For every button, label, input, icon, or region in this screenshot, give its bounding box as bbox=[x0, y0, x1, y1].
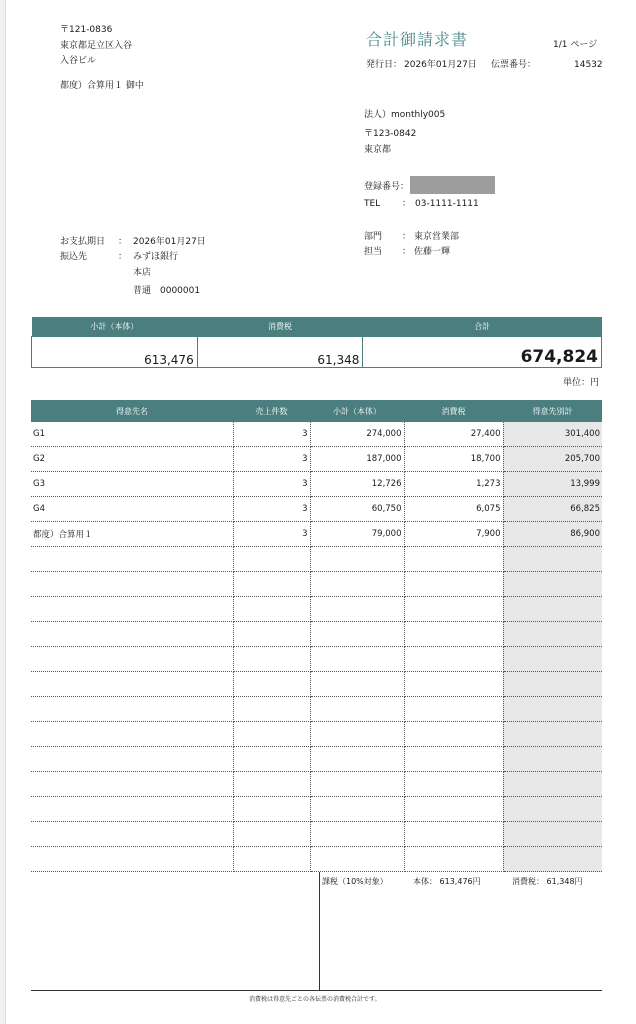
cell-count: 3 bbox=[233, 447, 310, 472]
account-type: 普通 bbox=[133, 286, 152, 296]
cell-count: 3 bbox=[233, 422, 310, 447]
cell-total: 205,700 bbox=[503, 447, 602, 472]
cell-name bbox=[31, 697, 233, 722]
cell-tax bbox=[404, 797, 503, 822]
cell-total bbox=[503, 722, 602, 747]
cell-name bbox=[31, 722, 233, 747]
cell-name bbox=[31, 847, 233, 872]
cell-name bbox=[31, 647, 233, 672]
issuer-address: 東京都 bbox=[364, 145, 392, 155]
tel-number: 03-1111-1111 bbox=[415, 199, 479, 209]
account-number: 0000001 bbox=[160, 286, 201, 296]
cell-name: G3 bbox=[31, 472, 233, 497]
divider-vertical bbox=[319, 872, 320, 990]
cell-name: 都度）合算用１ bbox=[31, 522, 233, 547]
cell-count bbox=[233, 747, 310, 772]
cell-subtotal: 274,000 bbox=[310, 422, 404, 447]
cell-total bbox=[503, 747, 602, 772]
cell-tax bbox=[404, 772, 503, 797]
cell-total bbox=[503, 622, 602, 647]
table-row bbox=[31, 597, 602, 622]
staff-value: 佐藤一輝 bbox=[414, 247, 451, 257]
cell-total: 13,999 bbox=[503, 472, 602, 497]
cell-name bbox=[31, 572, 233, 597]
cell-count: 3 bbox=[233, 497, 310, 522]
table-row bbox=[31, 547, 602, 572]
cell-name bbox=[31, 797, 233, 822]
table-row bbox=[31, 722, 602, 747]
cell-subtotal bbox=[310, 772, 404, 797]
cell-count bbox=[233, 647, 310, 672]
tax-amount: 消費税： 61,348円 bbox=[512, 877, 583, 886]
cell-count bbox=[233, 772, 310, 797]
tax-category: 課税（10%対象） bbox=[322, 877, 388, 886]
due-date: 2026年01月27日 bbox=[133, 237, 206, 247]
cell-subtotal bbox=[310, 547, 404, 572]
cell-count bbox=[233, 722, 310, 747]
issue-label: 発行日： bbox=[366, 60, 403, 70]
cell-subtotal bbox=[310, 647, 404, 672]
cell-count: 3 bbox=[233, 522, 310, 547]
cell-count bbox=[233, 622, 310, 647]
bank-branch: 本店 bbox=[133, 268, 152, 278]
page-number: 1/1 ページ bbox=[553, 40, 598, 50]
summary-header-subtotal: 小計（本体） bbox=[32, 317, 198, 337]
cell-tax: 1,273 bbox=[404, 472, 503, 497]
cell-total bbox=[503, 547, 602, 572]
table-row bbox=[31, 697, 602, 722]
slip-number: 14532 bbox=[574, 60, 603, 70]
cell-subtotal bbox=[310, 822, 404, 847]
page-edge bbox=[0, 0, 6, 1024]
table-row bbox=[31, 472, 602, 497]
cell-count bbox=[233, 547, 310, 572]
cell-total bbox=[503, 597, 602, 622]
cell-subtotal bbox=[310, 697, 404, 722]
cell-subtotal bbox=[310, 797, 404, 822]
table-row bbox=[31, 572, 602, 597]
summary-header-total: 合計 bbox=[363, 317, 602, 337]
cell-tax bbox=[404, 672, 503, 697]
cell-tax bbox=[404, 547, 503, 572]
tel-label: TEL bbox=[364, 199, 381, 209]
bank-label: 振込先 bbox=[60, 252, 88, 262]
registration-redacted bbox=[410, 176, 495, 194]
summary-total: 674,824 bbox=[363, 337, 602, 368]
cell-name: G1 bbox=[31, 422, 233, 447]
issuer-company: 法人）monthly005 bbox=[364, 110, 446, 120]
bank-name: みずほ銀行 bbox=[133, 252, 179, 262]
col-subtotal: 小計（本体） bbox=[310, 400, 404, 422]
cell-tax bbox=[404, 622, 503, 647]
col-customer-total: 得意先別計 bbox=[503, 400, 602, 422]
cell-name: G2 bbox=[31, 447, 233, 472]
footer-note: 消費税は得意先ごとの各伝票の消費税合計です。 bbox=[249, 996, 381, 1003]
tel-sep: ： bbox=[402, 199, 412, 209]
table-row bbox=[31, 497, 602, 522]
cell-total: 301,400 bbox=[503, 422, 602, 447]
cell-name bbox=[31, 822, 233, 847]
cell-subtotal bbox=[310, 847, 404, 872]
cell-count bbox=[233, 847, 310, 872]
document-title: 合計御請求書 bbox=[366, 30, 469, 49]
cell-tax bbox=[404, 597, 503, 622]
recipient-postal: 〒121-0836 bbox=[60, 25, 113, 35]
cell-count: 3 bbox=[233, 472, 310, 497]
cell-count bbox=[233, 797, 310, 822]
cell-subtotal bbox=[310, 747, 404, 772]
due-label: お支払期日 bbox=[60, 237, 106, 247]
cell-total bbox=[503, 797, 602, 822]
cell-subtotal bbox=[310, 722, 404, 747]
registration-label: 登録番号： bbox=[364, 182, 410, 192]
col-customer: 得意先名 bbox=[31, 400, 233, 422]
cell-total bbox=[503, 772, 602, 797]
table-row bbox=[31, 522, 602, 547]
table-row bbox=[31, 647, 602, 672]
issue-date: 2026年01月27日 bbox=[404, 60, 477, 70]
cell-tax: 18,700 bbox=[404, 447, 503, 472]
col-tax: 消費税 bbox=[404, 400, 503, 422]
issuer-postal: 〒123-0842 bbox=[364, 129, 417, 139]
table-row bbox=[31, 672, 602, 697]
summary-header-tax: 消費税 bbox=[197, 317, 363, 337]
cell-subtotal bbox=[310, 597, 404, 622]
cell-count bbox=[233, 672, 310, 697]
cell-count bbox=[233, 697, 310, 722]
table-row bbox=[31, 822, 602, 847]
cell-subtotal bbox=[310, 622, 404, 647]
summary-subtotal: 613,476 bbox=[32, 337, 198, 368]
cell-subtotal bbox=[310, 672, 404, 697]
cell-subtotal: 187,000 bbox=[310, 447, 404, 472]
cell-tax bbox=[404, 647, 503, 672]
cell-tax bbox=[404, 572, 503, 597]
cell-name: G4 bbox=[31, 497, 233, 522]
cell-subtotal: 12,726 bbox=[310, 472, 404, 497]
table-row bbox=[31, 772, 602, 797]
cell-total bbox=[503, 847, 602, 872]
tax-base: 本体： 613,476円 bbox=[413, 877, 481, 886]
due-sep: ： bbox=[118, 237, 128, 247]
cell-total: 86,900 bbox=[503, 522, 602, 547]
recipient-name: 都度）合算用１ 御中 bbox=[60, 81, 144, 91]
cell-count bbox=[233, 597, 310, 622]
table-row bbox=[31, 847, 602, 872]
cell-name bbox=[31, 547, 233, 572]
table-row bbox=[31, 747, 602, 772]
recipient-building: 入谷ビル bbox=[60, 56, 97, 66]
cell-count bbox=[233, 572, 310, 597]
bank-sep: ： bbox=[118, 252, 128, 262]
cell-name bbox=[31, 747, 233, 772]
staff-label: 担当 bbox=[364, 247, 383, 257]
table-row bbox=[31, 797, 602, 822]
slip-label: 伝票番号： bbox=[491, 60, 537, 70]
cell-total: 66,825 bbox=[503, 497, 602, 522]
cell-name bbox=[31, 597, 233, 622]
table-row bbox=[31, 422, 602, 447]
cell-name bbox=[31, 622, 233, 647]
cell-subtotal: 60,750 bbox=[310, 497, 404, 522]
cell-tax bbox=[404, 822, 503, 847]
cell-tax: 6,075 bbox=[404, 497, 503, 522]
table-row bbox=[31, 447, 602, 472]
cell-total bbox=[503, 672, 602, 697]
cell-total bbox=[503, 822, 602, 847]
summary-tax: 61,348 bbox=[197, 337, 363, 368]
unit-label: 単位：円 bbox=[563, 378, 600, 388]
cell-tax: 27,400 bbox=[404, 422, 503, 447]
cell-total bbox=[503, 697, 602, 722]
dept-value: 東京営業部 bbox=[414, 232, 460, 242]
cell-tax bbox=[404, 697, 503, 722]
cell-subtotal: 79,000 bbox=[310, 522, 404, 547]
cell-total bbox=[503, 572, 602, 597]
divider-footer bbox=[31, 990, 602, 991]
cell-name bbox=[31, 772, 233, 797]
summary-table bbox=[31, 317, 602, 368]
cell-tax bbox=[404, 747, 503, 772]
cell-tax bbox=[404, 722, 503, 747]
cell-tax: 7,900 bbox=[404, 522, 503, 547]
recipient-address: 東京都足立区入谷 bbox=[60, 41, 133, 51]
cell-total bbox=[503, 647, 602, 672]
cell-tax bbox=[404, 847, 503, 872]
col-count: 売上件数 bbox=[233, 400, 310, 422]
cell-subtotal bbox=[310, 572, 404, 597]
cell-name bbox=[31, 672, 233, 697]
staff-sep: ： bbox=[402, 247, 412, 257]
cell-count bbox=[233, 822, 310, 847]
customer-table bbox=[31, 400, 602, 872]
dept-label: 部門 bbox=[364, 232, 383, 242]
table-row bbox=[31, 622, 602, 647]
dept-sep: ： bbox=[402, 232, 412, 242]
